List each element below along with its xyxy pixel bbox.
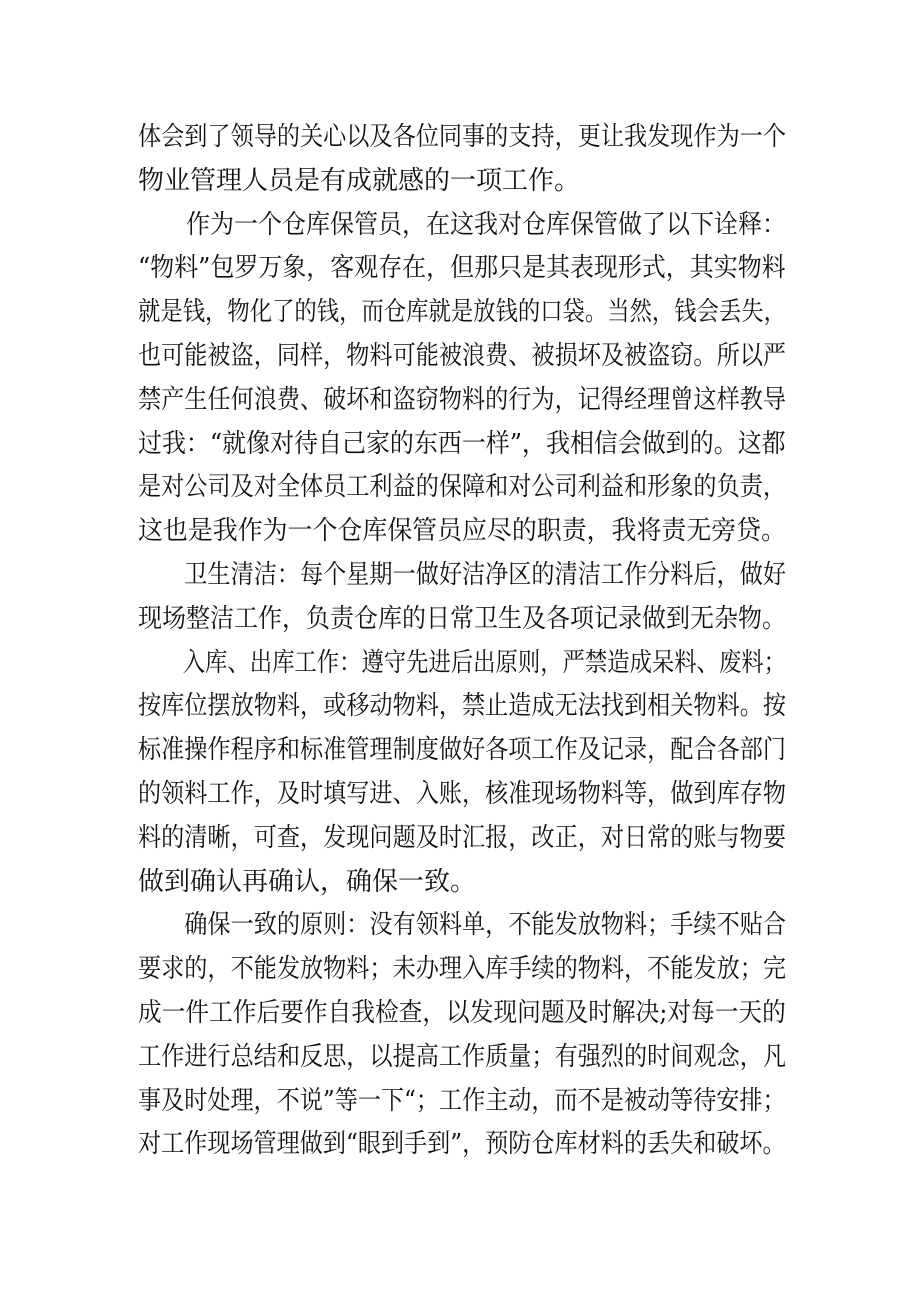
text-line: 确保一致的原则：没有领料单，不能发放物料；手续不贴合 bbox=[184, 910, 787, 941]
text-line: 是对公司及对全体员工利益的保障和对公司利益和形象的负责， bbox=[138, 472, 787, 503]
text-line: 工作进行总结和反思，以提高工作质量；有强烈的时间观念，凡 bbox=[138, 1041, 787, 1072]
text-line: 做到确认再确认，确保一致。 bbox=[138, 866, 477, 897]
text-line: 过我：“就像对待自己家的东西一样”，我相信会做到的。这都 bbox=[138, 428, 786, 459]
text-line: 入库、出库工作：遵守先进后出原则，严禁造成呆料、废料； bbox=[182, 647, 787, 678]
text-line: 作为一个仓库保管员，在这我对仓库保管做了以下诠释： bbox=[186, 209, 787, 240]
text-line: 这也是我作为一个仓库保管员应尽的职责，我将责无旁贷。 bbox=[138, 516, 787, 547]
text-line: 对工作现场管理做到“眼到手到”，预防仓库材料的丢失和破坏。 bbox=[138, 1129, 786, 1160]
text-line: 按库位摆放物料，或移动物料，禁止造成无法找到相关物料。按 bbox=[138, 691, 787, 722]
text-line: 成一件工作后要作自我检查，以发现问题及时解决;对每一天的 bbox=[138, 997, 786, 1028]
text-line: 体会到了领导的关心以及各位同事的支持，更让我发现作为一个 bbox=[138, 122, 787, 152]
text-line: 的领料工作，及时填写进、入账，核准现场物料等，做到库存物 bbox=[138, 778, 787, 809]
text-line: 禁产生任何浪费、破坏和盗窃物料的行为，记得经理曾这样教导 bbox=[138, 384, 787, 415]
document-body bbox=[138, 116, 786, 1167]
text-line: 现场整洁工作，负责仓库的日常卫生及各项记录做到无杂物。 bbox=[138, 603, 787, 634]
text-line: 标准操作程序和标准管理制度做好各项工作及记录，配合各部门 bbox=[138, 735, 787, 766]
text-line: 也可能被盗，同样，物料可能被浪费、被损坏及被盗窃。所以严 bbox=[138, 340, 787, 371]
text-line: 物业管理人员是有成就感的一项工作。 bbox=[138, 165, 581, 196]
text-line: 料的清晰，可查，发现问题及时汇报，改正，对日常的账与物要 bbox=[138, 822, 787, 853]
text-line: 就是钱，物化了的钱，而仓库就是放钱的口袋。当然，钱会丢失， bbox=[138, 297, 787, 328]
text-line: 卫生清洁：每个星期一做好洁净区的清洁工作分料后，做好 bbox=[184, 559, 787, 590]
text-line: 要求的，不能发放物料；未办理入库手续的物料，不能发放；完 bbox=[138, 954, 787, 985]
text-line: 事及时处理，不说”等一下“；工作主动，而不是被动等待安排； bbox=[138, 1085, 786, 1116]
text-line: “物料”包罗万象，客观存在，但那只是其表现形式，其实物料 bbox=[138, 253, 786, 284]
